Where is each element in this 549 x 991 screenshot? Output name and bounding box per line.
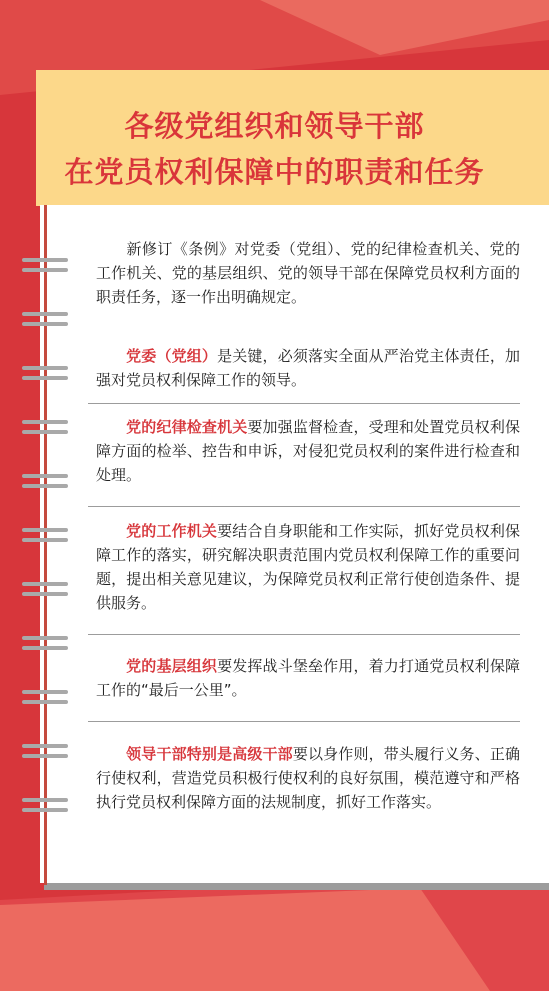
spiral-ring — [22, 592, 68, 596]
paragraph-highlight: 党的基层组织 — [126, 657, 218, 675]
paragraph-text: 要以身作则，带头履行义务、正确行使权利，营造党员积极行使权利的良好氛围，模范遵守和严格执行党员权利保障方面的法规制度，抓好工作落实。 — [96, 745, 520, 811]
spiral-ring — [22, 646, 68, 650]
spiral-ring — [22, 484, 68, 488]
spiral-ring — [22, 268, 68, 272]
spiral-ring — [22, 744, 68, 748]
spiral-ring — [22, 700, 68, 704]
spiral-ring — [22, 420, 68, 424]
paragraph-highlight: 党的纪律检查机关 — [126, 418, 248, 436]
paragraph-text: 新修订《条例》对党委（党组）、党的纪律检查机关、党的工作机关、党的基层组织、党的领导干部在保障党员权利方面的职责任务，逐一作出明确规定。 — [96, 240, 520, 306]
grassroots-organization-paragraph — [96, 654, 520, 702]
spiral-ring — [22, 312, 68, 316]
discipline-inspection-paragraph — [96, 415, 520, 487]
spiral-ring — [22, 322, 68, 326]
spiral-ring — [22, 754, 68, 758]
section-divider — [88, 403, 520, 404]
page-title-line-1: 各级党组织和领导干部 — [124, 109, 425, 143]
paragraph-text: 是关键，必须落实全面从严治党主体责任，加强对党员权利保障工作的领导。 — [96, 347, 520, 389]
paragraph-text: 要加强监督检查，受理和处置党员权利保障方面的检举、控告和申诉，对侵犯党员权利的案件进行检查和处理。 — [96, 418, 520, 484]
working-organs-paragraph — [96, 519, 520, 615]
paragraph-text: 要结合自身职能和工作实际，抓好党员权利保障工作的落实，研究解决职责范围内党员权利保障工作的重要问题，提出相关意见建议，为保障党员权利正常行使创造条件、提供服务。 — [96, 522, 520, 612]
paragraph-highlight: 领导干部特别是高级干部 — [126, 745, 293, 763]
spiral-ring — [22, 582, 68, 586]
page-title-line-2: 在党员权利保障中的职责和任务 — [64, 155, 485, 189]
spiral-ring — [22, 808, 68, 812]
spiral-ring — [22, 528, 68, 532]
spiral-ring — [22, 376, 68, 380]
spiral-ring — [22, 690, 68, 694]
spiral-ring — [22, 636, 68, 640]
section-divider — [88, 634, 520, 635]
paragraph-highlight: 党的工作机关 — [126, 522, 218, 540]
spiral-ring — [22, 258, 68, 262]
intro-paragraph — [96, 237, 520, 309]
leading-cadres-paragraph — [96, 742, 520, 814]
notebook-margin-line — [44, 205, 47, 885]
spiral-ring — [22, 798, 68, 802]
party-committee-paragraph — [96, 344, 520, 392]
section-divider — [88, 506, 520, 507]
spiral-ring — [22, 474, 68, 478]
spiral-ring — [22, 430, 68, 434]
spiral-ring — [22, 538, 68, 542]
section-divider — [88, 721, 520, 722]
spiral-ring — [22, 366, 68, 370]
paragraph-highlight: 党委（党组） — [126, 347, 218, 365]
paragraph-text: 要发挥战斗堡垒作用，着力打通党员权利保障工作的“最后一公里”。 — [96, 657, 520, 699]
